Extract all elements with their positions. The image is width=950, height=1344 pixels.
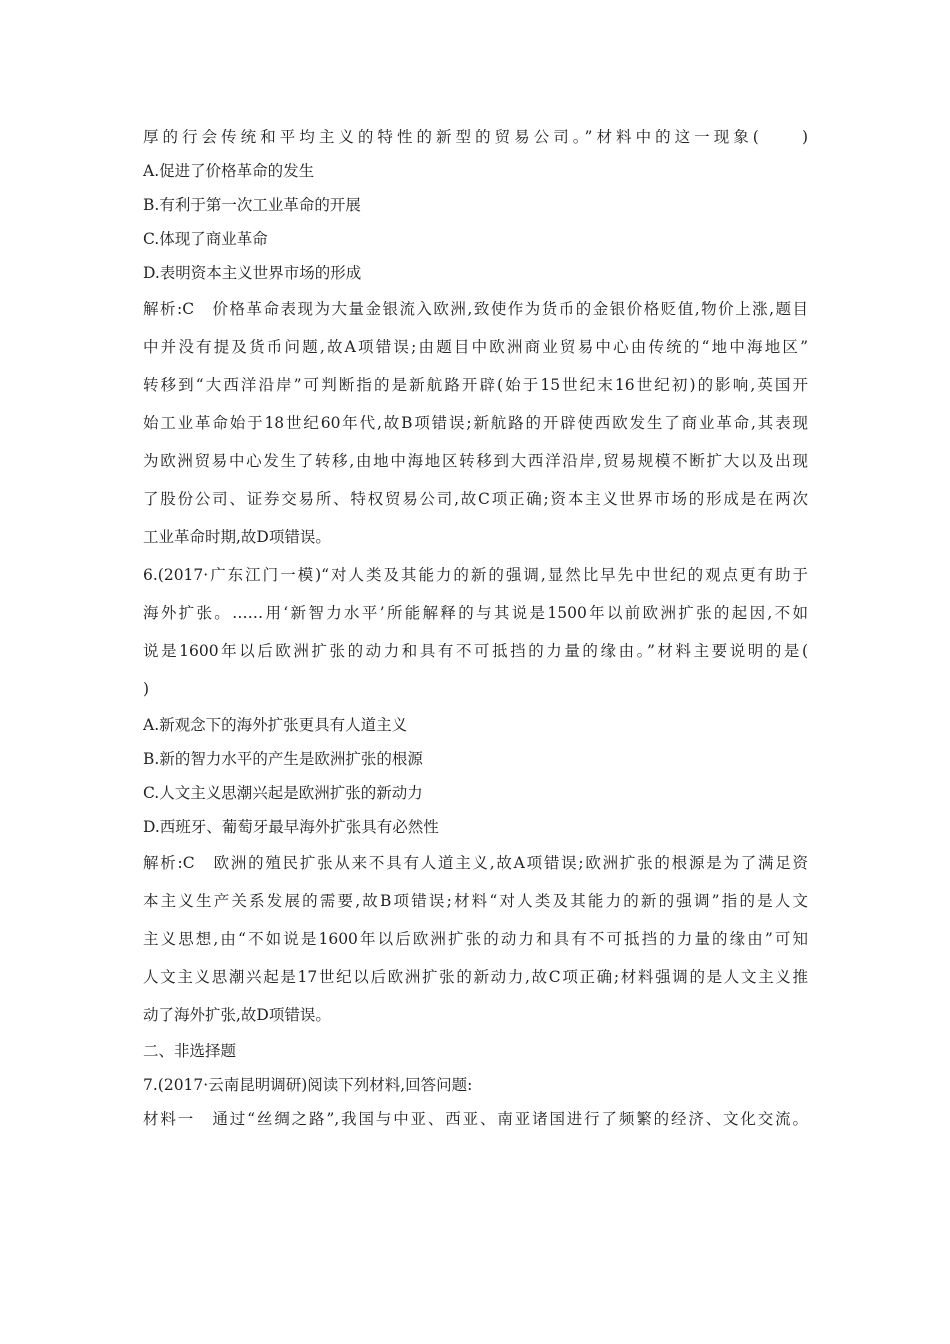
q5-analysis-line: 解析:C 价格革命表现为大量金银流入欧洲,致使作为货币的金银价格贬值,物价上涨,题目: [143, 300, 808, 318]
q5-option-b: B.有利于第一次工业革命的开展: [143, 196, 361, 214]
q6-analysis: [143, 844, 808, 1034]
q5-option-d: D.表明资本主义世界市场的形成: [143, 264, 362, 282]
q5-option-c: C.体现了商业革命: [143, 230, 268, 248]
q6-stem-line: ): [143, 680, 150, 698]
q6-stem-line: 6.(2017·广东江门一模)“对人类及其能力的新的强调,显然比早先中世纪的观点更有助于: [143, 566, 808, 584]
q6-option-d: D.西班牙、葡萄牙最早海外扩张具有必然性: [143, 818, 439, 836]
q5-analysis-line: 了股份公司、证券交易所、特权贸易公司,故C项正确;资本主义世界市场的形成是在两次: [143, 490, 808, 508]
q6-stem-line: 海外扩张。……用‘新智力水平’所能解释的与其说是1500年以前欧洲扩张的起因,不如: [143, 604, 808, 622]
q7-material-1: 材料一 通过“丝绸之路”,我国与中亚、西亚、南亚诸国进行了频繁的经济、文化交流。: [143, 1110, 808, 1128]
document-body: [143, 120, 808, 1136]
q6-analysis-line: 解析:C 欧洲的殖民扩张从来不具有人道主义,故A项错误;欧洲扩张的根源是为了满足资: [143, 854, 808, 872]
q6-option-a: A.新观念下的海外扩张更具有人道主义: [143, 716, 408, 734]
q6-analysis-line: 主义思想,由“不如说是1600年以后欧洲扩张的动力和具有不可抵挡的力量的缘由”可知: [143, 930, 808, 948]
q6-analysis-line: 动了海外扩张,故D项错误。: [143, 1006, 331, 1024]
q5-analysis: [143, 290, 808, 556]
q5-analysis-line: 始工业革命始于18世纪60年代,故B项错误;新航路的开辟使西欧发生了商业革命,其表现: [143, 414, 808, 432]
q5-stem-tail: 厚的行会传统和平均主义的特性的新型的贸易公司。”材料中的这一现象( ): [143, 128, 808, 146]
q6-analysis-line: 人文主义思潮兴起是17世纪以后欧洲扩张的新动力,故C项正确;材料强调的是人文主义推: [143, 968, 808, 986]
q6-stem: [143, 556, 808, 708]
q7-stem: 7.(2017·云南昆明调研)阅读下列材料,回答问题:: [143, 1076, 473, 1094]
q5-analysis-line: 转移到“大西洋沿岸”可判断指的是新航路开辟(始于15世纪末16世纪初)的影响,英国开: [143, 376, 808, 394]
q5-analysis-line: 工业革命时期,故D项错误。: [143, 528, 331, 546]
q6-option-c: C.人文主义思潮兴起是欧洲扩张的新动力: [143, 784, 423, 802]
q5-option-a: A.促进了价格革命的发生: [143, 162, 315, 180]
q5-analysis-line: 中并没有提及货币问题,故A项错误;由题目中欧洲商业贸易中心由传统的“地中海地区”: [143, 338, 808, 356]
q6-analysis-line: 本主义生产关系发展的需要,故B项错误;材料“对人类及其能力的新的强调”指的是人文: [143, 892, 808, 910]
q5-analysis-line: 为欧洲贸易中心发生了转移,由地中海地区转移到大西洋沿岸,贸易规模不断扩大以及出现: [143, 452, 808, 470]
section-heading: 二、非选择题: [143, 1042, 237, 1060]
q6-option-b: B.新的智力水平的产生是欧洲扩张的根源: [143, 750, 423, 768]
q6-stem-line: 说是1600年以后欧洲扩张的动力和具有不可抵挡的力量的缘由。”材料主要说明的是(: [143, 642, 808, 660]
